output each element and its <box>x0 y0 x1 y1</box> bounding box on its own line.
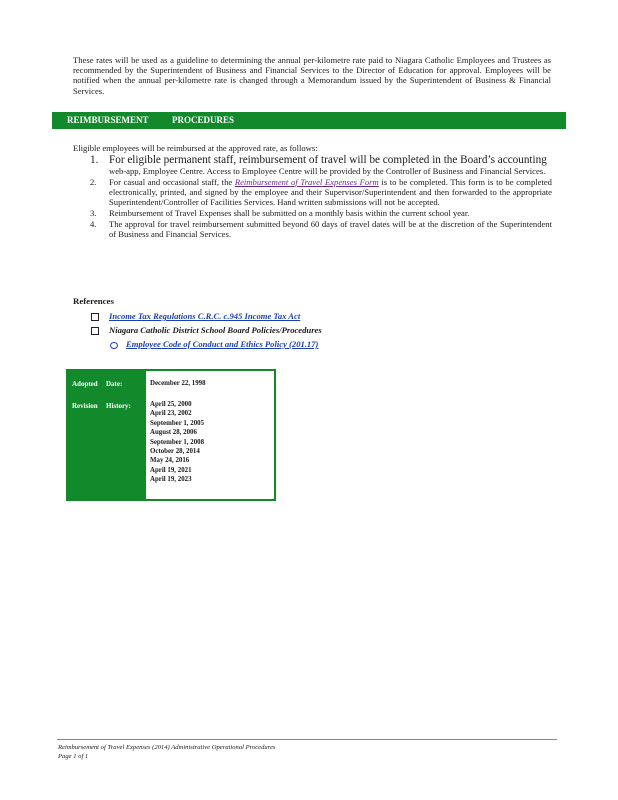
revision-date: May 24, 2016 <box>150 457 190 465</box>
procedure-text: The approval for travel reimbursement submitted beyond 60 days of travel dates will be at the discretion of the Superintendent of Business and Financial Services. <box>109 219 552 239</box>
revision-date-list <box>150 400 204 485</box>
reference-item <box>110 339 318 349</box>
history-label: History: <box>106 402 131 410</box>
history-label-column <box>68 371 146 499</box>
revision-date: October 28, 2014 <box>150 448 200 456</box>
procedure-text-after: is to be completed. This form is to be completed electronically, printed, and signed by the employee and their Supervisor/Superintendent and then forwarded to the appropriate Superintendent/Controller of Facilities Services. Hand written submissions will not be accepted. <box>109 177 552 207</box>
procedure-number: 1. <box>90 154 99 166</box>
references-title: References <box>73 296 114 306</box>
intro-paragraph: These rates will be used as a guideline to determining the annual per-kilometre rate paid to Niagara Catholic Employees and Trustees as recommended by the Superintendent of Business and Financial Services to the Director of Education for approval. Employees will be notified when the annual per-kilometre rate is changed through a Memorandum issued by the Superintendent of Business & Financial Services. <box>73 55 551 96</box>
revision-date: April 19, 2023 <box>150 476 192 484</box>
checkbox-icon <box>91 327 99 335</box>
adopted-date: December 22, 1998 <box>150 380 206 387</box>
revision-label: Revision <box>72 402 98 410</box>
footer-divider <box>57 739 557 740</box>
revision-date: April 19, 2021 <box>150 466 192 474</box>
history-box <box>66 369 276 501</box>
procedure-item <box>90 219 552 239</box>
income-tax-link[interactable]: Income Tax Regulations C.R.C. c.945 Income Tax Act <box>109 311 301 321</box>
page-number: Page 1 of 1 <box>58 753 89 760</box>
revision-date: September 1, 2005 <box>150 419 205 427</box>
procedure-number: 4. <box>90 219 97 229</box>
procedure-text-before: For casual and occasional staff, the <box>109 177 233 187</box>
code-of-conduct-link[interactable]: Employee Code of Conduct and Ethics Policy (201.17) <box>126 339 319 349</box>
reference-item <box>91 311 300 321</box>
reference-label: Niagara Catholic District School Board Policies/Procedures <box>109 325 322 335</box>
procedure-number: 3. <box>90 208 97 218</box>
section-heading-right: PROCEDURES <box>172 115 235 125</box>
adopted-label: Adopted <box>72 380 98 388</box>
travel-expenses-form-link[interactable]: Reimbursement of Travel Expenses Form <box>234 177 379 187</box>
procedure-text: web-app, Employee Centre. Access to Employee Centre will be provided by the Controller of Business and Financial Services. <box>109 166 546 176</box>
procedure-lead-text: For eligible permanent staff, reimbursement of travel will be completed in the Board’s accounting <box>109 154 547 166</box>
procedure-item <box>90 154 552 176</box>
date-label: Date: <box>106 380 123 388</box>
footer-title: Reimbursement of Travel Expenses (2014) Administrative Operational Procedures <box>58 744 276 751</box>
page-footer <box>58 743 276 761</box>
circle-bullet-icon <box>110 342 118 349</box>
revision-date: April 23, 2002 <box>150 410 192 418</box>
eligible-intro: Eligible employees will be reimbursed at the approved rate, as follows: <box>73 143 318 153</box>
checkbox-icon <box>91 313 99 321</box>
revision-date: April 25, 2000 <box>150 401 192 408</box>
procedure-list <box>90 154 552 240</box>
section-heading-left: REIMBURSEMENT <box>67 115 149 125</box>
section-heading-banner <box>52 112 566 129</box>
revision-date: September 1, 2008 <box>150 438 205 446</box>
reference-item <box>91 325 322 335</box>
revision-date: August 28, 2006 <box>150 429 197 437</box>
procedure-number: 2. <box>90 177 97 187</box>
procedure-text: Reimbursement of Travel Expenses shall be submitted on a monthly basis within the current school year. <box>109 208 470 218</box>
procedure-item <box>90 208 552 218</box>
procedure-item <box>90 177 552 207</box>
